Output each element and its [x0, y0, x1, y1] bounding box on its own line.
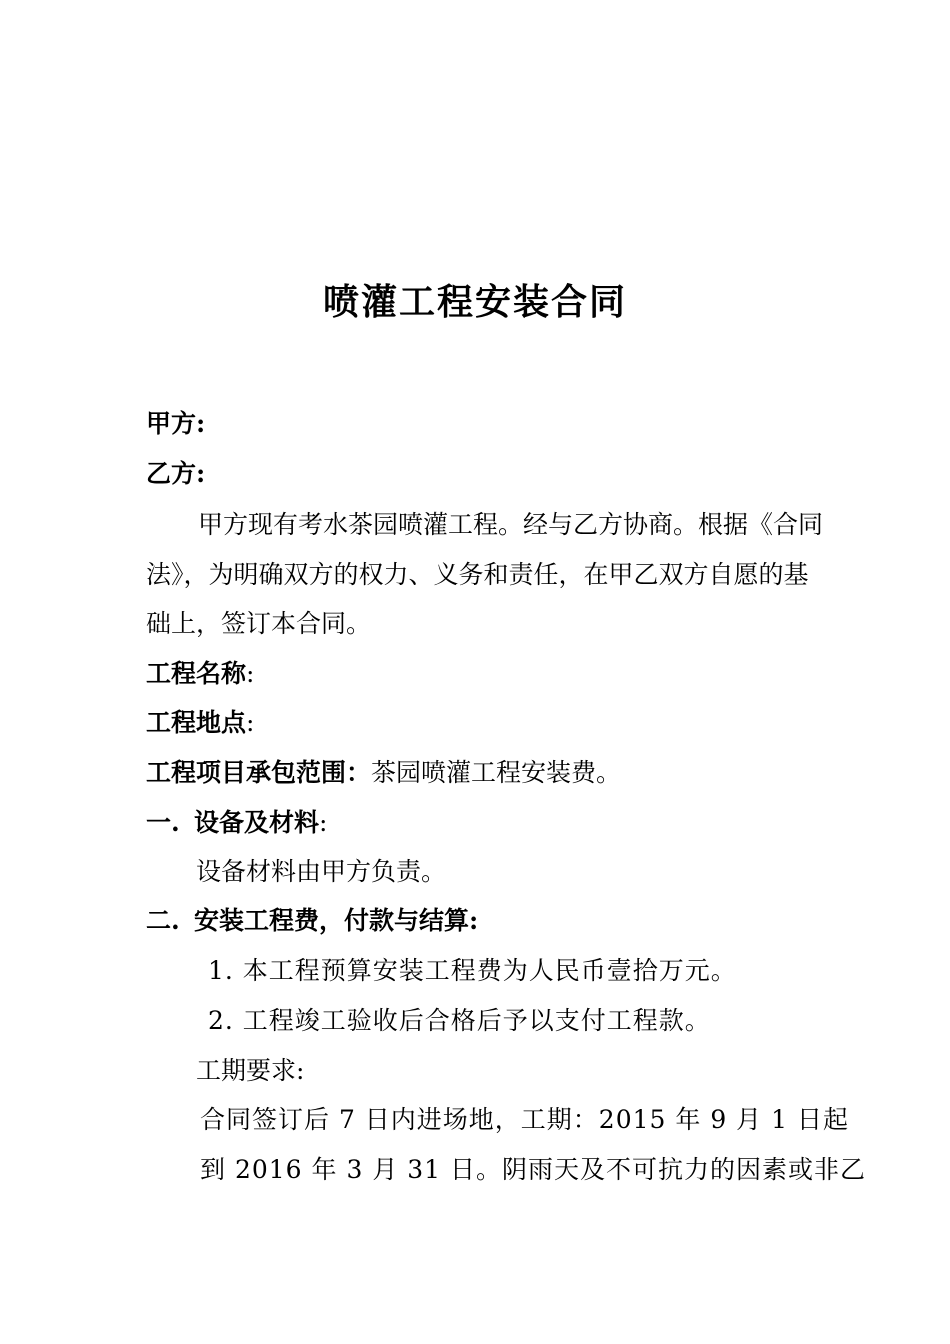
project-name-label: 工程名称	[146, 659, 247, 688]
section-1-colon: :	[319, 808, 328, 837]
party-a-label: 甲方:	[146, 409, 206, 438]
project-name-row	[146, 656, 254, 692]
project-site-colon: :	[246, 708, 255, 737]
section-2-item-1: 1. 本工程预算安装工程费为人民币壹拾万元。	[208, 956, 737, 985]
scope-value: 茶园喷灌工程安装费。	[371, 758, 622, 787]
intro-line-2: 法》，为明确双方的权力、义务和责任，在甲乙双方自愿的基	[146, 560, 809, 589]
section-1-heading: 设备及材料	[194, 808, 320, 837]
party-b-label: 乙方:	[146, 459, 206, 488]
document-title: 喷灌工程安装合同	[322, 281, 627, 323]
intro-line-3: 础上，签订本合同。	[146, 609, 372, 638]
schedule-line-1: 合同签订后 7 日内进场地，工期：2015 年 9 月 1 日起	[200, 1105, 849, 1134]
section-2-heading-row	[146, 903, 478, 939]
section-1-heading-row	[146, 805, 327, 841]
schedule-line-2: 到 2016 年 3 月 31 日。阴雨天及不可抗力的因素或非乙	[200, 1155, 867, 1184]
scope-label: 工程项目承包范围：	[146, 758, 372, 787]
project-name-colon: :	[246, 659, 255, 688]
project-site-row	[146, 705, 254, 741]
section-2-heading: 安装工程费，付款与结算:	[194, 906, 479, 935]
section-1-body: 设备材料由甲方负责。	[196, 857, 447, 886]
section-2-item-2: 2. 工程竣工验收后合格后予以支付工程款。	[208, 1006, 711, 1035]
project-site-label: 工程地点	[146, 708, 247, 737]
schedule-label: 工期要求:	[196, 1056, 305, 1085]
section-1-number: 一.	[146, 808, 180, 837]
scope-row	[146, 755, 621, 791]
intro-line-1: 甲方现有考水茶园喷灌工程。经与乙方协商。根据《合同	[198, 510, 824, 539]
section-2-number: 二.	[146, 906, 180, 935]
